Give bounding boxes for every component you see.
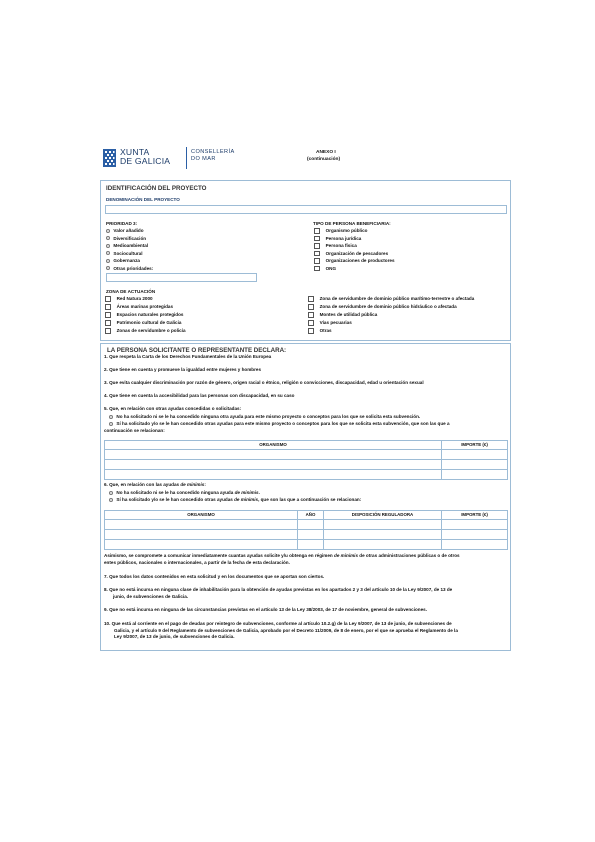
table-cell[interactable] xyxy=(105,520,298,530)
column-header-disposicion: DISPOSICIÓN REGULADORA xyxy=(324,511,442,520)
table-cell[interactable] xyxy=(442,470,508,480)
table-row[interactable] xyxy=(105,450,508,460)
zone-option-right-1[interactable]: Zona de servidumbre de dominio público marítimo-terrestre o afectada xyxy=(308,296,474,302)
table-cell[interactable] xyxy=(298,530,324,540)
checkbox-icon[interactable] xyxy=(314,236,320,242)
logo-divider xyxy=(186,147,187,169)
table-row[interactable] xyxy=(105,520,508,530)
checkbox-icon[interactable] xyxy=(314,266,320,272)
item5-option-no[interactable]: No ha solicitado ni se le ha concedido ninguna otra ayuda para este mismo proyecto o conceptos para los que se solicita esta subvención. xyxy=(109,414,420,420)
declaration-item-9: 9. Que no está incursa en ninguna de las circunstancias previstas en el artículo 13 de la Ley 38/2003, de 17 de noviembre, general de subvenciones. xyxy=(104,607,427,612)
table-cell[interactable] xyxy=(442,450,508,460)
column-header-organismo: ORGANISMO xyxy=(105,511,298,520)
project-name-input[interactable] xyxy=(105,205,507,214)
radio-icon[interactable] xyxy=(106,251,110,255)
table-cell[interactable] xyxy=(442,520,508,530)
checkbox-icon[interactable] xyxy=(105,304,111,310)
table-row[interactable] xyxy=(105,460,508,470)
table-cell[interactable] xyxy=(324,530,442,540)
galicia-shield-icon xyxy=(103,149,116,167)
declaration-item-8: 8. Que no está incursa en ninguna clase de inhabilitación para la obtención de ayudas previstas en los apartados 2 y 3 del artículo 10 de la Ley 9/2007, de 13 de junio, de subvenciones de Galicia. xyxy=(104,587,453,599)
priority-option-6[interactable]: Otras prioridades: xyxy=(106,266,153,272)
beneficiary-option-2[interactable]: Persona jurídica xyxy=(314,236,361,242)
annex-title: ANEXO I xyxy=(316,150,336,155)
priority-option-3[interactable]: Medioambiental xyxy=(106,243,148,249)
logo-xunta: XUNTA xyxy=(120,147,150,157)
beneficiary-option-6[interactable]: ONG xyxy=(314,266,336,272)
beneficiary-option-4[interactable]: Organización de pescadores xyxy=(314,251,388,257)
radio-icon[interactable] xyxy=(106,266,110,270)
checkbox-icon[interactable] xyxy=(314,258,320,264)
zone-option-left-3[interactable]: Espacios naturales protegidos xyxy=(105,312,183,318)
checkbox-icon[interactable] xyxy=(105,296,111,302)
table-cell[interactable] xyxy=(105,540,298,550)
radio-icon[interactable] xyxy=(109,498,113,502)
table-cell[interactable] xyxy=(442,540,508,550)
zone-option-left-2[interactable]: Áreas marinas protegidas xyxy=(105,304,173,310)
radio-icon[interactable] xyxy=(109,491,113,495)
zone-option-right-4[interactable]: Vías pecuarias xyxy=(308,320,352,326)
checkbox-icon[interactable] xyxy=(308,328,314,334)
zone-option-left-1[interactable]: Red Natura 2000 xyxy=(105,296,153,302)
table-cell[interactable] xyxy=(324,520,442,530)
annex-subtitle: (continuación) xyxy=(307,157,341,162)
column-header-ano: AÑO xyxy=(298,511,324,520)
other-priority-input[interactable] xyxy=(106,273,257,282)
project-name-label: DENOMINACIÓN DEL PROYECTO xyxy=(106,197,180,202)
table-header-row xyxy=(105,511,508,520)
table-row[interactable] xyxy=(105,540,508,550)
item6-option-no[interactable]: No ha solicitado ni se le ha concedido ninguna ayuda de minimis. xyxy=(109,490,260,496)
column-header-importe: IMPORTE (€) xyxy=(442,511,508,520)
other-aids-table xyxy=(104,440,508,480)
column-header-organismo: ORGANISMO xyxy=(105,441,442,450)
beneficiary-label: TIPO DE PERSONA BENEFICIARIA: xyxy=(313,221,391,226)
radio-icon[interactable] xyxy=(106,259,110,263)
priority-label: PRIORIDAD 3: xyxy=(106,221,138,226)
table-cell[interactable] xyxy=(442,530,508,540)
priority-option-5[interactable]: Gobernanza xyxy=(106,258,140,264)
radio-icon[interactable] xyxy=(106,229,110,233)
table-header-row xyxy=(105,441,508,450)
declaration-item-7: 7. Que todos los datos contenidos en esta solicitud y en los documentos que se aportan son ciertos. xyxy=(104,574,325,579)
column-header-importe: IMPORTE (€) xyxy=(442,441,508,450)
declaration-item-4: 4. Que tiene en cuenta la accesibilidad para las personas con discapacidad, en su caso xyxy=(104,393,295,398)
zone-option-right-3[interactable]: Montes de utilidad pública xyxy=(308,312,377,318)
table-cell[interactable] xyxy=(298,540,324,550)
declaration-item-3: 3. Que evita cualquier discriminación por razón de género, origen racial o étnico, religión o convicciones, discapacidad, edad u orientación sexual xyxy=(104,380,424,385)
table-row[interactable] xyxy=(105,470,508,480)
table-cell[interactable] xyxy=(105,460,442,470)
checkbox-icon[interactable] xyxy=(314,243,320,249)
item5-option-yes[interactable]: Sí ha solicitado y/o se le han concedido otras ayudas para este mismo proyecto o conceptos para los que se solicita esta subvención, que son las que a xyxy=(109,421,450,427)
checkbox-icon[interactable] xyxy=(105,320,111,326)
radio-icon[interactable] xyxy=(106,244,110,248)
declaration-item-10: 10. Que está al corriente en el pago de deudas por reintegro de subvenciones, conforme al artículo 10.2.g) de la Ley 9/2007, de 13 de junio, de subvenciones de Galicia, y el artículo 9 del Reglamento de subvenciones de Galicia, aprobado por el Decreto 11/2009, de 8 de enero, por el que se aprueba el Reglamento de la Ley 9/2007, de 13 de junio, de subvenciones de Galicia. xyxy=(104,621,458,640)
commitment-paragraph: Asimismo, se compromete a comunicar inmediatamente cuantas ayudas solicite y/u obtenga en régimen de minimis de otras administraciones públicas o de otros entes públicos, nacionales o internacionales, a partir de la fecha de esta declaración. xyxy=(104,553,460,565)
item6-option-yes[interactable]: Sí ha solicitado y/o se le han concedido otras ayudas de minimis, que son las que a continuación se relacionan: xyxy=(109,497,361,503)
priority-option-2[interactable]: Diversificación xyxy=(106,236,146,242)
logo-galicia: DE GALICIA xyxy=(120,156,171,166)
checkbox-icon[interactable] xyxy=(308,312,314,318)
de-minimis-aids-table xyxy=(104,510,508,550)
table-cell[interactable] xyxy=(105,470,442,480)
checkbox-icon[interactable] xyxy=(308,304,314,310)
table-cell[interactable] xyxy=(105,530,298,540)
declaration-item-6: 6. Que, en relación con las ayudas de minimis: xyxy=(104,482,206,487)
declaration-section xyxy=(100,343,511,651)
declaration-item-1: 1. Que respeta la Carta de los Derechos Fundamentales de la Unión Europea xyxy=(104,354,272,359)
declaration-item-5: 5. Que, en relación con otras ayudas concedidas o solicitadas: xyxy=(104,406,242,411)
declaration-item-2: 2. Que tiene en cuenta y promueve la igualdad entre mujeres y hombres xyxy=(104,367,262,372)
declaration-heading: LA PERSONA SOLICITANTE O REPRESENTANTE DECLARA: xyxy=(107,347,287,354)
table-cell[interactable] xyxy=(442,460,508,470)
checkbox-icon[interactable] xyxy=(314,251,320,257)
table-cell[interactable] xyxy=(105,450,442,460)
checkbox-icon[interactable] xyxy=(105,328,111,334)
table-cell[interactable] xyxy=(324,540,442,550)
zone-label: ZONA DE ACTUACIÓN xyxy=(106,289,156,294)
project-heading: IDENTIFICACIÓN DEL PROYECTO xyxy=(106,185,207,192)
checkbox-icon[interactable] xyxy=(314,228,320,234)
zone-option-left-5[interactable]: Zonas de servidumbre o policía xyxy=(105,328,186,334)
radio-icon[interactable] xyxy=(109,422,113,426)
dept-line1: CONSELLERÍA xyxy=(191,149,235,155)
radio-icon[interactable] xyxy=(109,415,113,419)
beneficiary-option-3[interactable]: Persona física xyxy=(314,243,357,249)
table-row[interactable] xyxy=(105,530,508,540)
item5-continuation: continuación se relacionan: xyxy=(104,428,165,433)
beneficiary-option-1[interactable]: Organismo público xyxy=(314,228,367,234)
table-cell[interactable] xyxy=(298,520,324,530)
zone-option-left-4[interactable]: Patrimonio cultural de Galicia xyxy=(105,320,181,326)
zone-option-right-5[interactable]: Otras xyxy=(308,328,332,334)
priority-option-1[interactable]: Valor añadido xyxy=(106,228,144,234)
checkbox-icon[interactable] xyxy=(308,296,314,302)
project-identification-section xyxy=(100,180,511,341)
priority-option-4[interactable]: Sociocultural xyxy=(106,251,143,257)
checkbox-icon[interactable] xyxy=(105,312,111,318)
checkbox-icon[interactable] xyxy=(308,320,314,326)
beneficiary-option-5[interactable]: Organizaciones de productores xyxy=(314,258,395,264)
dept-line2: DO MAR xyxy=(191,156,216,162)
radio-icon[interactable] xyxy=(106,236,110,240)
xunta-logo xyxy=(103,148,183,168)
zone-option-right-2[interactable]: Zona de servidumbre de dominio público hidráulico o afectada xyxy=(308,304,457,310)
